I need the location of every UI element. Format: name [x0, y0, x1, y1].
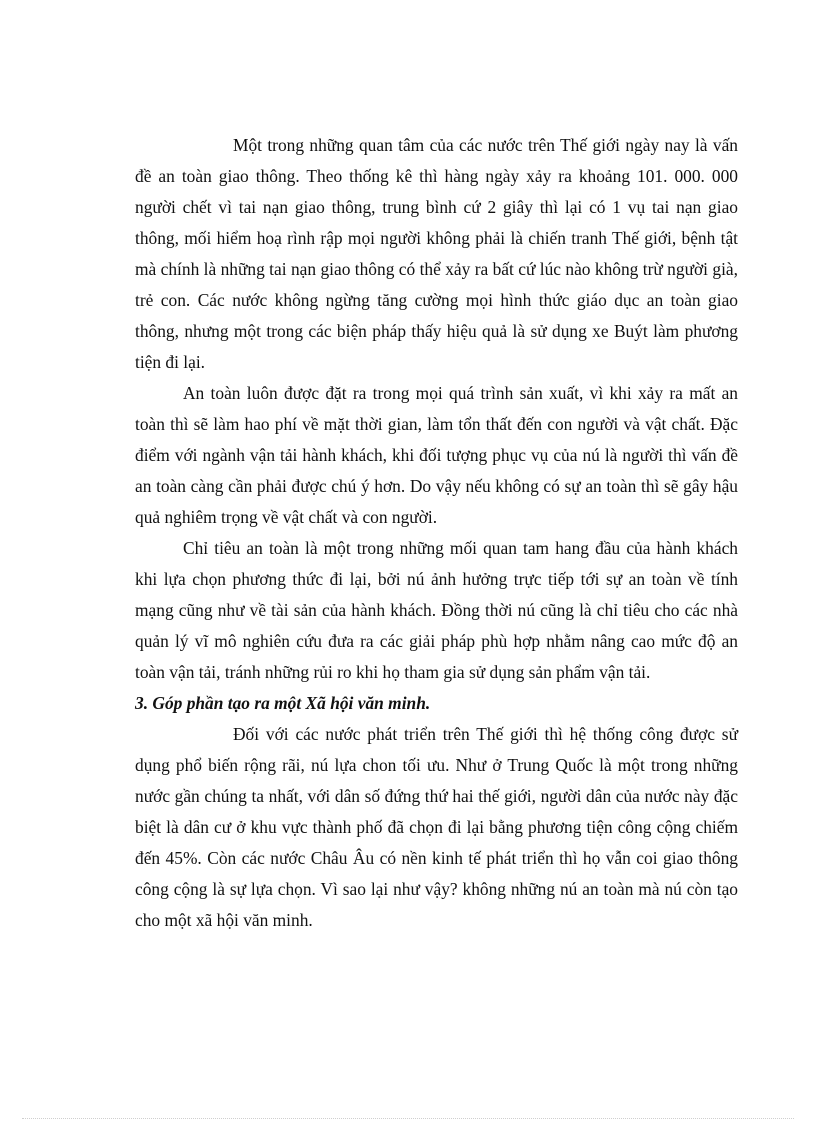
paragraph-safety-production: An toàn luôn được đặt ra trong mọi quá trình sản xuất, vì khi xảy ra mất an toàn thì sẽ làm hao phí về mặt thời gian, làm tổn thất đến con người và vật chất. Đặc điểm với ngành vận tải hành khách, khi đối tượng phục vụ của nú là người thì vấn đề an toàn càng cần phải được chú ý hơn. Do vậy nếu không có sự an toàn thì sẽ gây hậu quả nghiêm trọng về vật chất và con người. — [135, 383, 738, 527]
page-bottom-border — [22, 1118, 794, 1119]
section-heading: 3. Góp phần tạo ra một Xã hội văn minh. — [135, 693, 431, 713]
document-page — [135, 130, 738, 936]
paragraph-safety-criteria: Chỉ tiêu an toàn là một trong những mối quan tam hang đầu của hành khách khi lựa chọn phương thức đi lại, bởi nú ảnh hưởng trực tiếp tới sự an toàn về tính mạng cũng như về tài sản của hành khách. Đồng thời nú cũng là chỉ tiêu cho các nhà quản lý vĩ mô nghiên cứu đưa ra các giải pháp phù hợp nhằm nâng cao mức độ an toàn vận tải, tránh những rủi ro khi họ tham gia sử dụng sản phẩm vận tải. — [135, 538, 738, 682]
paragraph-traffic-safety: Một trong những quan tâm của các nước trên Thế giới ngày nay là vấn đề an toàn giao thông. Theo thống kê thì hàng ngày xảy ra khoảng 101. 000. 000 người chết vì tai nạn giao thông, trung bình cứ 2 giây thì lại có 1 vụ tai nạn giao thông, mối hiểm hoạ rình rập mọi người không phải là chiến tranh Thế giới, bệnh tật mà chính là những tai nạn giao thông có thể xảy ra bất cứ lúc nào không trừ người già, trẻ con. Các nước không ngừng tăng cường mọi hình thức giáo dục an toàn giao thông, nhưng một trong các biện pháp thấy hiệu quả là sử dụng xe Buýt làm phương tiện đi lại. — [135, 135, 738, 372]
paragraph-civilized-society: Đối với các nước phát triển trên Thế giới thì hệ thống công được sử dụng phổ biến rộng rãi, nú lựa chon tối ưu. Như ở Trung Quốc là một trong những nước gần chúng ta nhất, với dân số đứng thứ hai thế giới, người dân của nước này đặc biệt là dân cư ở khu vực thành phố đã chọn đi lại bằng phương tiện công cộng chiếm đến 45%. Còn các nước Châu Âu có nền kinh tế phát triển thì họ vẫn coi giao thông công cộng là sự lựa chọn. Vì sao lại như vậy? không những nú an toàn mà nú còn tạo cho một xã hội văn minh. — [135, 724, 738, 930]
